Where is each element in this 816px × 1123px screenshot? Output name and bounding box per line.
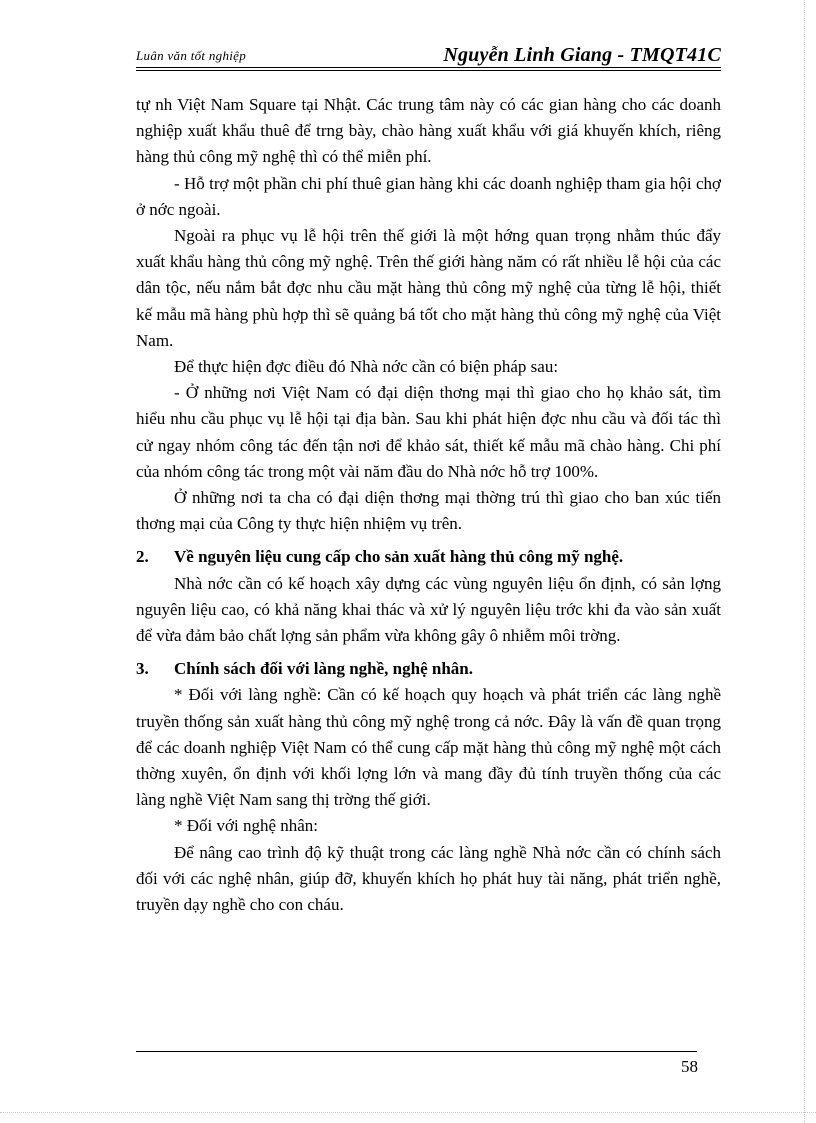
paragraph: - Ở những nơi Việt Nam có đại diện thơng mại thì giao cho họ khảo sát, tìm hiểu nhu cầu phục vụ lễ hội tại địa bàn. Sau khi phát hiện đợc nhu cầu và đối tác thì cử ngay nhóm công tác đến tận nơi để khảo sát, thiết kế mẫu mã chào hàng. Chi phí của nhóm công tác trong một vài năm đầu do Nhà nớc hỗ trợ 100%.: [136, 383, 721, 481]
section-heading-3: [136, 656, 721, 682]
header-rule-thin: [136, 70, 721, 71]
page-number: 58: [681, 1057, 698, 1076]
page-header: [136, 42, 721, 70]
header-rule: [136, 67, 721, 68]
paragraph: Để nâng cao trình độ kỹ thuật trong các làng nghề Nhà nớc cần có chính sách đối với các nghệ nhân, giúp đỡ, khuyến khích họ phát huy tài năng, phát triển nghề, truyền dạy nghề cho con cháu.: [136, 842, 721, 915]
paragraph: - Hỗ trợ một phần chi phí thuê gian hàng khi các doanh nghiệp tham gia hội chợ ở nớc ngoài.: [136, 173, 721, 219]
page-edge-right: [804, 0, 805, 1123]
section-title: Chính sách đối với làng nghề, nghệ nhân.: [174, 659, 473, 679]
section-number: 2.: [136, 547, 149, 567]
paragraph: Nhà nớc cần có kế hoạch xây dựng các vùng nguyên liệu ổn định, có sản lợng nguyên liệu cao, có khả năng khai thác và xử lý nguyên liệu trớc khi đa vào sản xuất để vừa đảm bảo chất lợng sản phẩm vừa không gây ô nhiễm môi trờng.: [136, 573, 721, 646]
paragraph: Ở những nơi ta cha có đại diện thơng mại thờng trú thì giao cho ban xúc tiến thơng mại của Công ty thực hiện nhiệm vụ trên.: [136, 488, 721, 534]
body-text: [136, 92, 721, 918]
paragraph: * Đối với làng nghề: Cần có kế hoạch quy hoạch và phát triển các làng nghề truyền thống sản xuất hàng thủ công mỹ nghệ trong cả nớc. Đây là vấn đề quan trọng để các doanh nghiệp Việt Nam có thể cung cấp mặt hàng thủ công mỹ nghệ một cách thờng xuyên, ổn định với khối lợng lớn và mang đầy đủ tính truyền thống của các làng nghề Việt Nam sang thị trờng thế giới.: [136, 685, 721, 810]
paragraph: Ngoài ra phục vụ lễ hội trên thế giới là một hớng quan trọng nhằm thúc đẩy xuất khẩu hàng thủ công mỹ nghệ. Trên thế giới hàng năm có rất nhiều lễ hội của các dân tộc, nếu nắm bắt đợc nhu cầu mặt hàng thủ công mỹ nghệ của từng lễ hội, thiết kế mẫu mã hàng phù hợp thì sẽ quảng bá tốt cho mặt hàng thủ công mỹ nghệ của Việt Nam.: [136, 226, 721, 350]
header-left-text: Luân văn tốt nghiệp: [136, 48, 247, 63]
footer-rule: [136, 1051, 697, 1052]
section-heading-2: [136, 544, 721, 570]
paragraph: Để thực hiện đợc điều đó Nhà nớc cần có biện pháp sau:: [174, 357, 559, 377]
section-number: 3.: [136, 659, 149, 679]
page-edge-bottom: [0, 1112, 816, 1113]
header-right-text: Nguyễn Linh Giang - TMQT41C: [443, 44, 721, 66]
section-title: Về nguyên liệu cung cấp cho sản xuất hàng thủ công mỹ nghệ.: [174, 547, 624, 567]
paragraph: * Đối với nghệ nhân:: [174, 816, 319, 836]
paragraph: tự nh Việt Nam Square tại Nhật. Các trung tâm này có các gian hàng cho các doanh nghiệp xuất khẩu thuê để trng bày, chào hàng xuất khẩu với giá khuyến khích, riêng hàng thủ công mỹ nghệ thì có thể miễn phí.: [136, 95, 721, 167]
